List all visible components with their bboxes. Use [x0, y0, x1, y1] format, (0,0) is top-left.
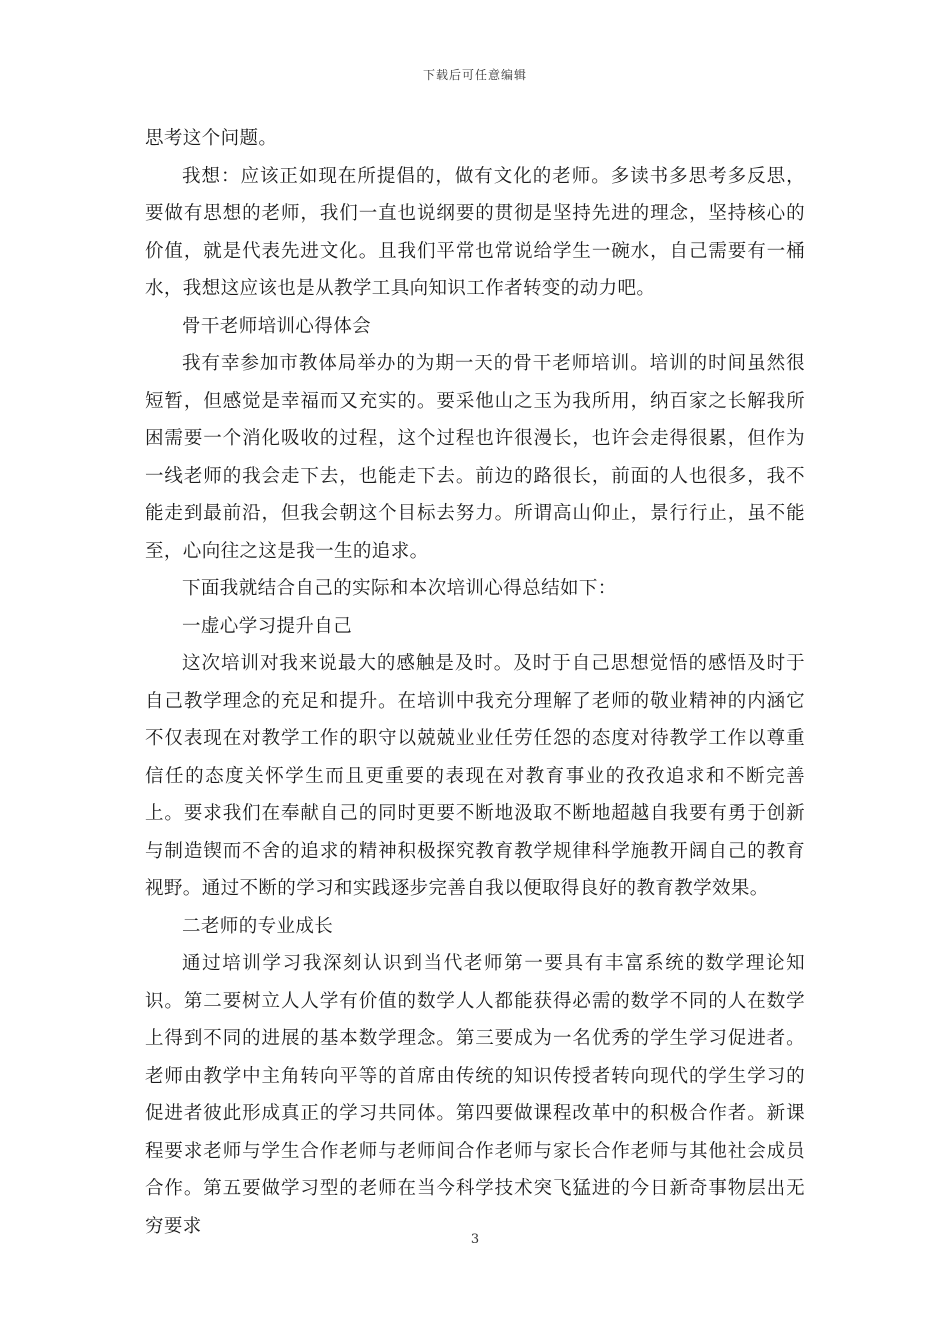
paragraph-4: 下面我就结合自己的实际和本次培训心得总结如下：	[182, 578, 617, 599]
page-number: 3	[470, 1232, 480, 1247]
paragraph-0: 思考这个问题。	[145, 128, 278, 149]
paragraph-6: 这次培训对我来说最大的感触是及时。及时于自己思想觉悟的感悟及时于自己教学理念的充足和提升。在培训中我充分理解了老师的敬业精神的内涵它不仅表现在对教学工作的职守以兢兢业业任劳任怨的态度对待教学工作以尊重信任的态度关怀学生而且更重要的表现在对教育事业的孜孜追求和不断完善上。要求我们在奉献自己的同时更要不断地汲取不断地超越自我要有勇于创新与制造锲而不舍的追求的精神积极探究教育教学规律科学施教开阔自己的教育视野。通过不断的学习和实践逐步完善自我以便取得良好的教育教学效果。	[145, 653, 805, 899]
heading-two: 二老师的专业成长	[182, 915, 334, 937]
paragraph-1: 我想：应该正如现在所提倡的，做有文化的老师。多读书多思考多反思，要做有思想的老师，我们一直也说纲要的贯彻是坚持先进的理念，坚持核心的价值，就是代表先进文化。且我们平常也常说给学生一碗水，自己需要有一桶水，我想这应该也是从教学工具向知识工作者转变的动力吧。	[145, 165, 805, 299]
paragraph-3: 我有幸参加市教体局举办的为期一天的骨干老师培训。培训的时间虽然很短暂，但感觉是幸福而又充实的。要采他山之玉为我所用，纳百家之长解我所困需要一个消化吸收的过程，这个过程也许很漫长，也许会走得很累，但作为一线老师的我会走下去，也能走下去。前边的路很长，前面的人也很多，我不能走到最前沿，但我会朝这个目标去努力。所谓高山仰止，景行行止，虽不能至，心向往之这是我一生的追求。	[145, 353, 805, 562]
heading-one: 一虚心学习提升自己	[182, 615, 353, 637]
document-body	[145, 120, 805, 1245]
paragraph-8: 通过培训学习我深刻认识到当代老师第一要具有丰富系统的数学理论知识。第二要树立人人学有价值的数学人人都能获得必需的数学不同的人在数学上得到不同的进展的基本数学理念。第三要成为一名优秀的学生学习促进者。老师由教学中主角转向平等的首席由传统的知识传授者转向现代的学生学习的促进者彼此形成真正的学习共同体。第四要做课程改革中的积极合作者。新课程要求老师与学生合作老师与老师间合作老师与家长合作老师与其他社会成员合作。第五要做学习型的老师在当今科学技术突飞猛进的今日新奇事物层出无穷要求	[145, 953, 805, 1237]
page-header: 下载后可任意编辑	[422, 68, 527, 82]
section-title-training: 骨干老师培训心得体会	[182, 315, 372, 337]
